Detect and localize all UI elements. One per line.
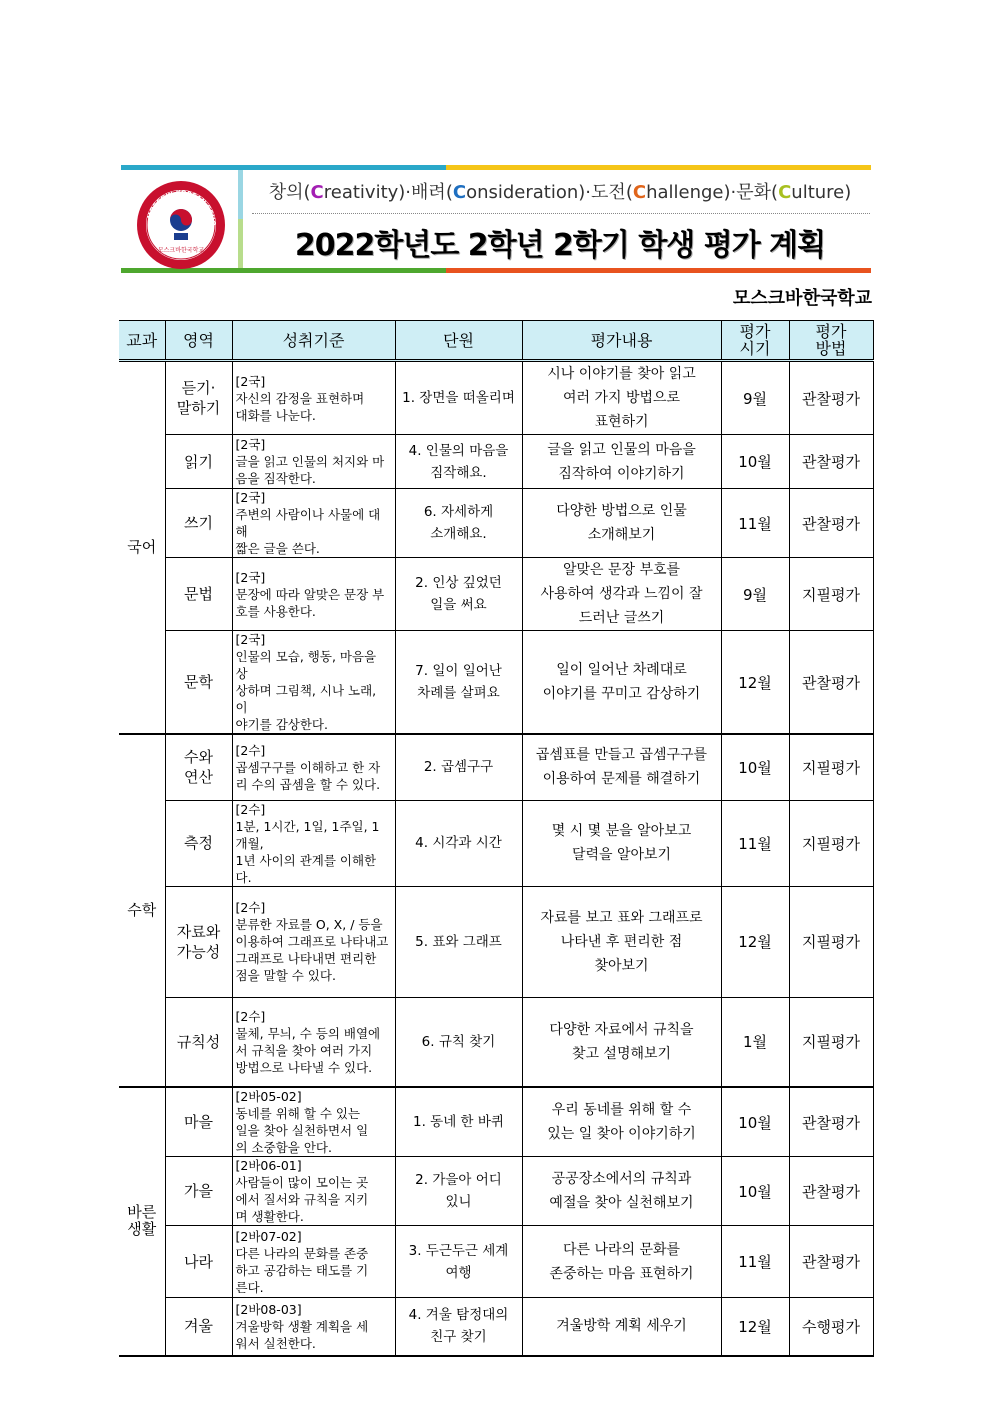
motto-initial-4: C: [778, 182, 792, 203]
cell-content: 우리 동네를 위해 할 수 있는 일 찾아 이야기하기: [522, 1087, 721, 1157]
motto-initial-2: C: [452, 182, 467, 203]
table-body: [119, 361, 873, 1356]
cell-method: 지필평가: [789, 734, 873, 800]
cell-area: 수와 연산: [165, 734, 232, 800]
cell-area: 측정: [165, 800, 232, 886]
page-title: 2022학년도 2학년 2학기 학생 평가 계획: [294, 228, 826, 263]
cell-time: 1월: [721, 997, 789, 1087]
cell-time: 10월: [721, 435, 789, 489]
header-content: 평가내용: [522, 321, 721, 361]
cell-area: 듣기· 말하기: [165, 361, 232, 435]
cell-content: 겨울방학 계획 세우기: [522, 1298, 721, 1356]
cell-area: 나라: [165, 1226, 232, 1298]
cell-content: 다양한 방법으로 인물 소개해보기: [522, 489, 721, 558]
cell-time: 9월: [721, 558, 789, 631]
cell-time: 11월: [721, 800, 789, 886]
table-row: [119, 489, 873, 558]
cell-method: 지필평가: [789, 886, 873, 997]
bottom-bar-orange: [446, 268, 871, 273]
cell-time: 12월: [721, 886, 789, 997]
cell-time: 11월: [721, 489, 789, 558]
cell-standard: [2바07-02] 다른 나라의 문화를 존중 하고 공감하는 태도를 기 른다.: [232, 1226, 395, 1298]
table-row: [119, 734, 873, 800]
cell-method: 관찰평가: [789, 361, 873, 435]
cell-area: 규칙성: [165, 997, 232, 1087]
cell-unit: 1. 장면을 떠올리며: [395, 361, 522, 435]
cell-standard: [2수] 물체, 무늬, 수 등의 배열에 서 규칙을 찾아 여러 가지 방법으로 나타낼 수 있다.: [232, 997, 395, 1087]
cell-unit: 6. 자세하게 소개해요.: [395, 489, 522, 558]
cell-method: 관찰평가: [789, 631, 873, 735]
motto-rest-3: hallenge: [646, 182, 724, 203]
cell-content: 다른 나라의 문화를 존중하는 마음 표현하기: [522, 1226, 721, 1298]
logo-bottom-text: 모스크바한국학교: [157, 247, 205, 254]
motto-initial-3: C: [632, 182, 647, 203]
table-row: [119, 1298, 873, 1356]
header-unit: 단원: [395, 321, 522, 361]
cell-time: 10월: [721, 734, 789, 800]
motto-rest-1: reativity: [323, 182, 399, 203]
cell-area: 문학: [165, 631, 232, 735]
vertical-divider-top: [238, 170, 243, 219]
cell-unit: 5. 표와 그래프: [395, 886, 522, 997]
cell-content: 일이 일어난 차례대로 이야기를 꾸미고 감상하기: [522, 631, 721, 735]
motto-rest-4: ulture: [791, 182, 845, 203]
cell-time: 10월: [721, 1157, 789, 1226]
cell-time: 11월: [721, 1226, 789, 1298]
motto-rest-2: onsideration: [466, 182, 579, 203]
cell-standard: [2국] 인물의 모습, 행동, 마음을 상 상하며 그림책, 시나 노래, 이 야기를 감상한다.: [232, 631, 395, 735]
vertical-divider-bottom: [238, 219, 243, 268]
cell-unit: 2. 가을아 어디 있니: [395, 1157, 522, 1226]
cell-content: 자료를 보고 표와 그래프로 나타낸 후 편리한 점 찾아보기: [522, 886, 721, 997]
cell-standard: [2바05-02] 동네를 위해 할 수 있는 일을 찾아 실천하면서 일 의 소중함을 안다.: [232, 1087, 395, 1157]
cell-content: 시나 이야기를 찾아 읽고 여러 가지 방법으로 표현하기: [522, 361, 721, 435]
cell-content: 글을 읽고 인물의 마음을 짐작하여 이야기하기: [522, 435, 721, 489]
cell-unit: 3. 두근두근 세계 여행: [395, 1226, 522, 1298]
cell-method: 수행평가: [789, 1298, 873, 1356]
table-row: [119, 361, 873, 435]
cell-standard: [2바06-01] 사람들이 많이 모이는 곳 에서 질서와 규칙을 지키 며 생활한다.: [232, 1157, 395, 1226]
header-area: 영역: [165, 321, 232, 361]
cell-unit: 1. 동네 한 바퀴: [395, 1087, 522, 1157]
cell-area: 자료와 가능성: [165, 886, 232, 997]
table-row: [119, 997, 873, 1087]
cell-content: 곱셈표를 만들고 곱셈구구를 이용하여 문제를 해결하기: [522, 734, 721, 800]
logo-ring-text: MOSCOW KOREAN SCHO: [145, 188, 218, 227]
header-subject: 교과: [119, 321, 165, 361]
cell-standard: [2국] 자신의 감정을 표현하며 대화를 나눈다.: [232, 361, 395, 435]
cell-time: 12월: [721, 631, 789, 735]
school-name: 모스크바한국학교: [732, 288, 872, 309]
cell-standard: [2국] 주변의 사람이나 사물에 대해 짧은 글을 쓴다.: [232, 489, 395, 558]
cell-area: 가을: [165, 1157, 232, 1226]
cell-time: 12월: [721, 1298, 789, 1356]
cell-content: 다양한 자료에서 규칙을 찾고 설명해보기: [522, 997, 721, 1087]
cell-content: 공공장소에서의 규칙과 예절을 찾아 실천해보기: [522, 1157, 721, 1226]
cell-method: 관찰평가: [789, 489, 873, 558]
motto-word-2: 배려: [411, 182, 446, 203]
cell-area: 겨울: [165, 1298, 232, 1356]
table-header-row: [119, 321, 873, 361]
cell-unit: 6. 규칙 찾기: [395, 997, 522, 1087]
cell-method: 관찰평가: [789, 435, 873, 489]
motto-initial-1: C: [310, 182, 324, 203]
cell-time: 10월: [721, 1087, 789, 1157]
table-row: [119, 1087, 873, 1157]
cell-unit: 2. 인상 깊었던 일을 써요: [395, 558, 522, 631]
cell-subject: 수학: [119, 734, 165, 1087]
cell-unit: 4. 시각과 시간: [395, 800, 522, 886]
cell-content: 몇 시 몇 분을 알아보고 달력을 알아보기: [522, 800, 721, 886]
cell-unit: 4. 겨울 탐정대의 친구 찾기: [395, 1298, 522, 1356]
motto-word-3: 도전: [591, 182, 626, 203]
table-row: [119, 558, 873, 631]
cell-method: 지필평가: [789, 558, 873, 631]
cell-standard: [2수] 분류한 자료를 O, X, / 등을 이용하여 그래프로 나타내고 그래프로 나타내면 편리한 점을 말할 수 있다.: [232, 886, 395, 997]
cell-method: 관찰평가: [789, 1226, 873, 1298]
cell-standard: [2국] 문장에 따라 알맞은 문장 부 호를 사용한다.: [232, 558, 395, 631]
table-row: [119, 800, 873, 886]
table-row: [119, 1226, 873, 1298]
table-row: [119, 886, 873, 997]
header-time: 평가 시기: [721, 321, 789, 361]
cell-standard: [2바08-03] 겨울방학 생활 계획을 세 워서 실천한다.: [232, 1298, 395, 1356]
table-row: [119, 435, 873, 489]
top-bar-teal: [121, 165, 446, 170]
school-motto: 창의(Creativity)·배려(Consideration)·도전(Challenge)·문화(Culture): [268, 182, 852, 203]
cell-method: 지필평가: [789, 800, 873, 886]
cell-area: 쓰기: [165, 489, 232, 558]
header-standard: 성취기준: [232, 321, 395, 361]
table-row: [119, 1157, 873, 1226]
cell-subject: 바른 생활: [119, 1087, 165, 1356]
header-method: 평가 방법: [789, 321, 873, 361]
school-logo: [136, 180, 226, 270]
cell-area: 읽기: [165, 435, 232, 489]
cell-unit: 7. 일이 일어난 차례를 살펴요: [395, 631, 522, 735]
cell-method: 지필평가: [789, 997, 873, 1087]
cell-area: 마을: [165, 1087, 232, 1157]
cell-area: 문법: [165, 558, 232, 631]
cell-method: 관찰평가: [789, 1157, 873, 1226]
cell-standard: [2수] 곱셈구구를 이해하고 한 자 리 수의 곱셈을 할 수 있다.: [232, 734, 395, 800]
cell-standard: [2수] 1분, 1시간, 1일, 1주일, 1개월, 1년 사이의 관계를 이해한다.: [232, 800, 395, 886]
cell-standard: [2국] 글을 읽고 인물의 처지와 마 음을 짐작한다.: [232, 435, 395, 489]
cell-unit: 4. 인물의 마음을 짐작해요.: [395, 435, 522, 489]
cell-subject: 국어: [119, 361, 165, 735]
cell-time: 9월: [721, 361, 789, 435]
cell-method: 관찰평가: [789, 1087, 873, 1157]
cell-unit: 2. 곱셈구구: [395, 734, 522, 800]
evaluation-plan-table: [119, 320, 874, 1357]
motto-word-4: 문화: [736, 182, 772, 203]
cell-content: 알맞은 문장 부호를 사용하여 생각과 느낌이 잘 드러난 글쓰기: [522, 558, 721, 631]
table-row: [119, 631, 873, 735]
dotted-divider: [252, 213, 870, 214]
motto-word-1: 창의: [268, 182, 304, 203]
top-bar-yellow: [446, 165, 871, 170]
